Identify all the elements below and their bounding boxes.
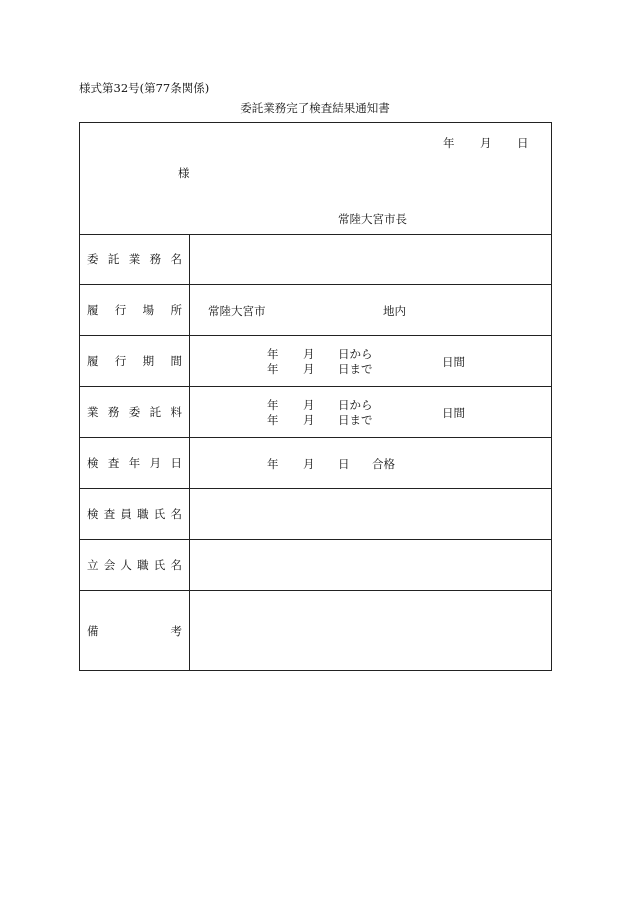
label-char: 務 xyxy=(107,405,120,419)
row-inspection-date xyxy=(80,438,551,489)
period-from-day: 日から xyxy=(338,347,373,361)
label-char: 立 xyxy=(87,558,99,572)
label-cell xyxy=(80,591,190,670)
location-value xyxy=(190,285,551,335)
label-char: 名 xyxy=(170,252,182,266)
fee-to-day: 日まで xyxy=(338,413,373,427)
label-char: 務 xyxy=(149,252,162,266)
label-char: 業 xyxy=(128,252,141,266)
period-value xyxy=(190,336,551,386)
label-cell xyxy=(80,438,190,488)
row-label xyxy=(87,455,182,471)
label-char: 職 xyxy=(137,507,149,521)
location-city: 常陸大宮市 xyxy=(208,304,266,318)
issue-date-day: 日 xyxy=(517,136,529,150)
label-char: 職 xyxy=(137,558,149,572)
inspection-day: 日 xyxy=(338,457,350,471)
row-label xyxy=(87,506,182,522)
label-char: 委 xyxy=(87,252,99,266)
label-char: 日 xyxy=(170,456,182,470)
label-char: 期 xyxy=(142,354,155,368)
inspector-value xyxy=(190,489,551,539)
fee-to-year: 年 xyxy=(267,413,279,427)
label-char: 人 xyxy=(120,558,132,572)
form-title: 委託業務完了検査結果通知書 xyxy=(240,101,390,115)
label-cell xyxy=(80,387,190,437)
label-char: 託 xyxy=(107,252,120,266)
fee-from-year: 年 xyxy=(267,398,279,412)
label-char: 名 xyxy=(170,507,182,521)
issue-date-month: 月 xyxy=(480,136,492,150)
addressee-suffix: 様 xyxy=(178,166,190,180)
row-label xyxy=(87,302,182,318)
label-char: 査 xyxy=(103,507,116,521)
inspection-year: 年 xyxy=(267,457,279,471)
label-char: 履 xyxy=(87,354,99,368)
label-cell xyxy=(80,336,190,386)
label-char: 履 xyxy=(87,303,99,317)
label-char: 行 xyxy=(114,354,127,368)
label-char: 考 xyxy=(170,623,182,638)
period-from-month: 月 xyxy=(303,347,315,361)
row-label xyxy=(87,557,182,573)
label-cell xyxy=(80,540,190,590)
inspection-result: 合格 xyxy=(372,457,395,471)
label-char: 場 xyxy=(142,303,155,317)
label-char: 備 xyxy=(87,623,99,638)
label-char: 検 xyxy=(87,507,99,521)
row-inspector xyxy=(80,489,551,540)
row-witness xyxy=(80,540,551,591)
period-days: 日間 xyxy=(442,355,465,369)
fee-value xyxy=(190,387,551,437)
notice-form xyxy=(79,122,552,671)
label-char: 料 xyxy=(170,405,182,419)
label-char: 氏 xyxy=(153,558,166,572)
label-char: 員 xyxy=(120,507,132,521)
issue-date-year: 年 xyxy=(443,136,455,150)
label-char: 月 xyxy=(149,456,162,470)
fee-from-month: 月 xyxy=(303,398,315,412)
label-cell xyxy=(80,234,190,284)
witness-value xyxy=(190,540,551,590)
row-label xyxy=(87,623,182,639)
label-char: 名 xyxy=(170,558,182,572)
period-to-year: 年 xyxy=(267,362,279,376)
remarks-value xyxy=(190,591,551,670)
period-from-year: 年 xyxy=(267,347,279,361)
form-number: 様式第32号(第77条関係) xyxy=(79,81,210,95)
label-char: 託 xyxy=(149,405,162,419)
label-cell xyxy=(80,489,190,539)
inspection-month: 月 xyxy=(303,457,315,471)
row-label xyxy=(87,251,182,267)
label-char: 年 xyxy=(128,456,141,470)
label-char: 査 xyxy=(107,456,120,470)
location-suffix: 地内 xyxy=(383,304,406,318)
label-char: 検 xyxy=(87,456,99,470)
row-fee xyxy=(80,387,551,438)
issuer-name: 常陸大宮市長 xyxy=(338,212,407,226)
row-label xyxy=(87,353,182,369)
fee-to-month: 月 xyxy=(303,413,315,427)
header-area xyxy=(80,123,551,235)
label-char: 氏 xyxy=(153,507,166,521)
row-remarks xyxy=(80,591,551,670)
row-location xyxy=(80,285,551,336)
label-char: 会 xyxy=(103,558,116,572)
fee-days: 日間 xyxy=(442,406,465,420)
label-char: 委 xyxy=(128,405,141,419)
fee-from-day: 日から xyxy=(338,398,373,412)
label-cell xyxy=(80,285,190,335)
row-label xyxy=(87,404,182,420)
row-contract-name xyxy=(80,234,551,285)
period-to-day: 日まで xyxy=(338,362,373,376)
label-char: 間 xyxy=(170,354,182,368)
label-char: 所 xyxy=(170,303,182,317)
contract-name-value xyxy=(190,234,551,284)
label-char: 行 xyxy=(114,303,127,317)
label-char: 業 xyxy=(87,405,99,419)
row-period xyxy=(80,336,551,387)
period-to-month: 月 xyxy=(303,362,315,376)
inspection-date-value xyxy=(190,438,551,488)
